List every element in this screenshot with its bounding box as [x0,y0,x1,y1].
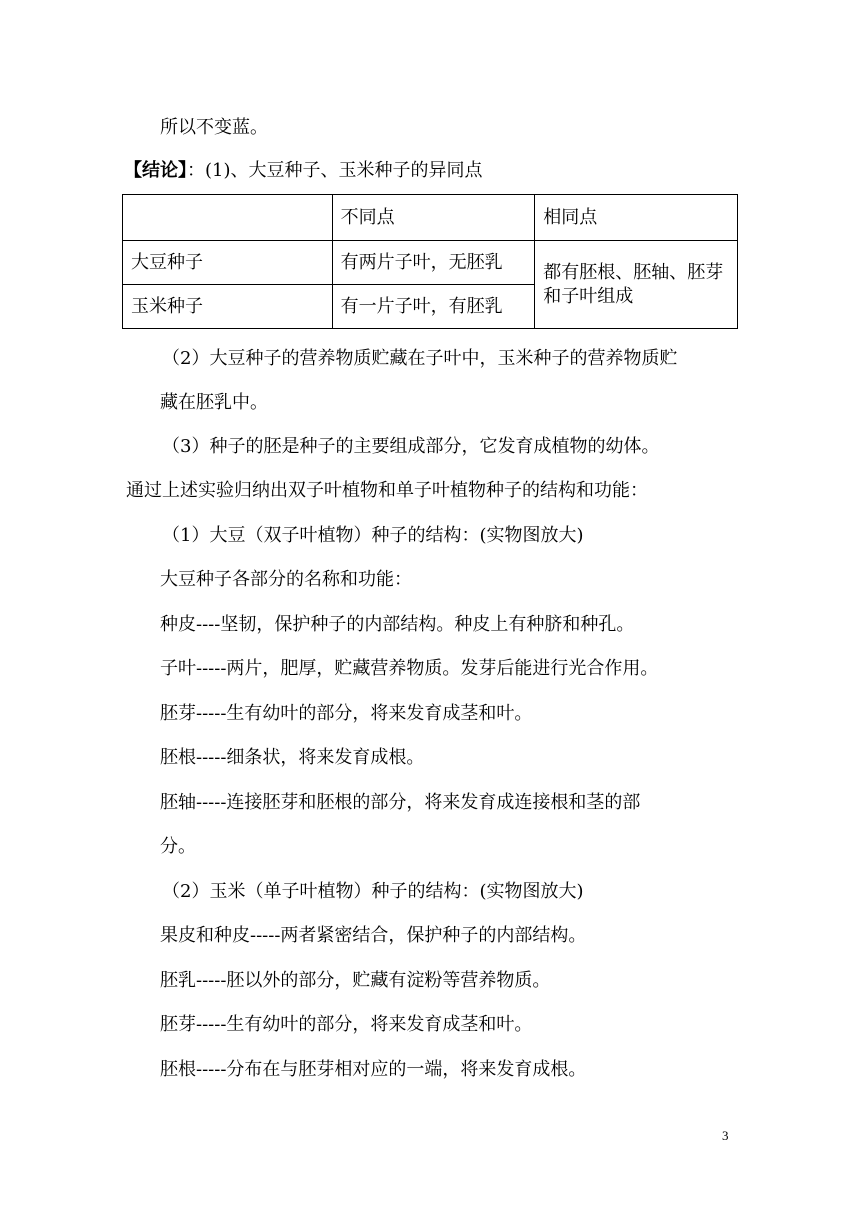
text-line: 通过上述实验归纳出双子叶植物和单子叶植物种子的结构和功能： [126,480,648,501]
conclusion-text: ：(1)、大豆种子、玉米种子的异同点 [187,160,483,181]
table-header-cell: 不同点 [332,195,535,241]
comparison-table [122,194,738,329]
table-row [123,241,738,285]
text-line: 大豆种子各部分的名称和功能： [160,569,412,590]
text-line: 胚乳-----胚以外的部分，贮藏有淀粉等营养物质。 [160,970,551,991]
table-header-cell [123,195,333,241]
conclusion-line [124,159,483,183]
table-cell-similarity: 都有胚根、胚轴、胚芽和子叶组成 [535,241,738,329]
text-line: 胚轴-----连接胚芽和胚根的部分，将来发育成连接根和茎的部 [160,792,641,813]
text-line: 子叶-----两片，肥厚，贮藏营养物质。发芽后能进行光合作用。 [160,658,659,679]
table-header-cell: 相同点 [535,195,738,241]
conclusion-label: 【结论】 [124,160,187,181]
text-line: （3）种子的胚是种子的主要组成部分，它发育成植物的幼体。 [162,436,660,457]
page-number: 3 [722,1128,729,1143]
text-line: （1）大豆（双子叶植物）种子的结构：(实物图放大) [162,525,584,546]
table-cell-difference: 有两片子叶，无胚乳 [332,241,535,285]
text-line: 种皮----坚韧，保护种子的内部结构。种皮上有种脐和种孔。 [160,614,635,635]
text-line: 胚根-----分布在与胚芽相对应的一端，将来发育成根。 [160,1059,587,1080]
text-line: 胚芽-----生有幼叶的部分，将来发育成茎和叶。 [160,1014,533,1035]
table-header-row [123,195,738,241]
table-cell-difference: 有一片子叶，有胚乳 [332,285,535,329]
table-cell-seed-name: 玉米种子 [123,285,333,329]
text-line: 分。 [160,836,196,857]
text-line: （2）大豆种子的营养物质贮藏在子叶中，玉米种子的营养物质贮 [162,348,678,369]
table-cell-seed-name: 大豆种子 [123,241,333,285]
text-line: （2）玉米（单子叶植物）种子的结构：(实物图放大) [162,881,584,902]
text-line: 所以不变蓝。 [160,117,268,138]
text-line: 藏在胚乳中。 [160,392,268,413]
text-line: 果皮和种皮-----两者紧密结合，保护种子的内部结构。 [160,925,587,946]
text-line: 胚根-----细条状，将来发育成根。 [160,747,425,768]
text-line: 胚芽-----生有幼叶的部分，将来发育成茎和叶。 [160,703,533,724]
